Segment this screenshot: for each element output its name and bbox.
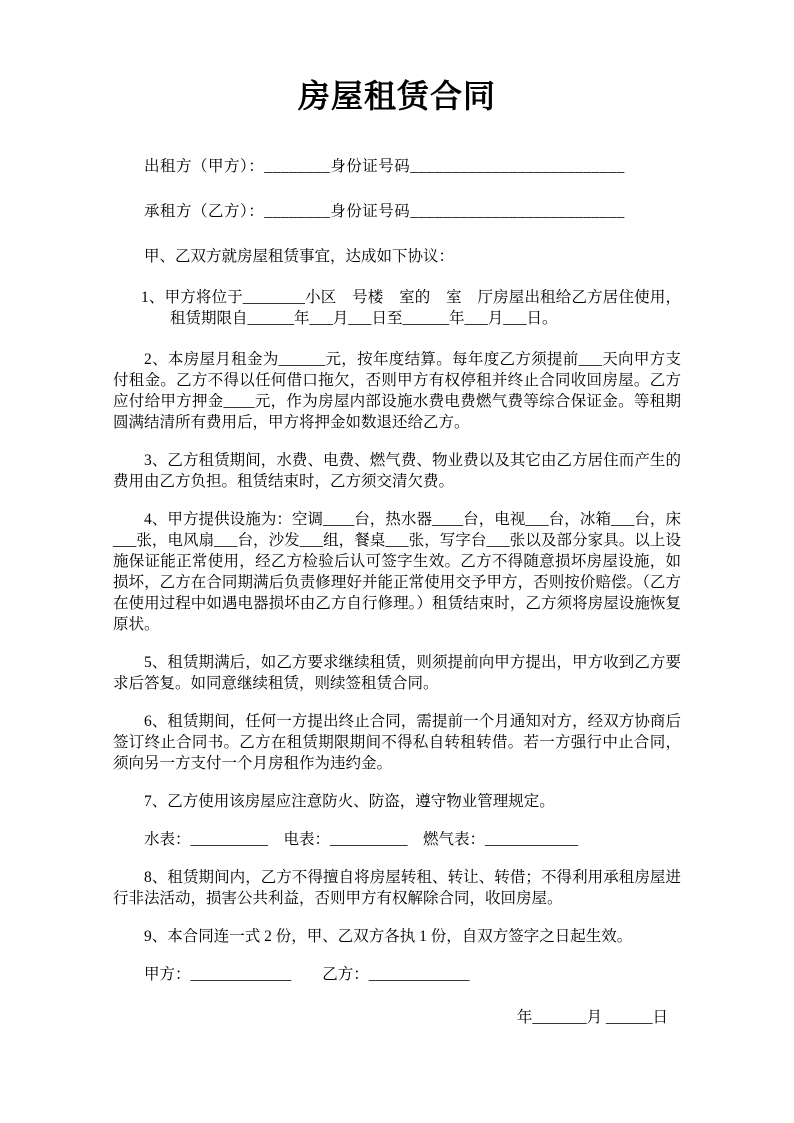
clause-8: 8、租赁期间内，乙方不得擅自将房屋转租、转让、转借；不得利用承租房屋进行非法活动，损害公共利益，否则甲方有权解除合同，收回房屋。 xyxy=(113,869,681,907)
clause-3: 3、乙方租赁期间，水费、电费、燃气费、物业费以及其它由乙方居住而产生的费用由乙方负担。租赁结束时，乙方须交清欠费。 xyxy=(113,452,681,490)
intro-line: 甲、乙双方就房屋租赁事宜，达成如下协议： xyxy=(144,248,455,265)
clause-6: 6、租赁期间，任何一方提出终止合同，需提前一个月通知对方，经双方协商后签订终止合同书。乙方在租赁期限期间不得私自转租转借。若一方强行中止合同，须向另一方支付一个月房租作为违约金。 xyxy=(113,713,681,772)
date-line: 年_______月 ______日 xyxy=(516,1009,668,1026)
clause-4: 4、甲方提供设施为：空调____台，热水器____台，电视___台，冰箱___台，床___张，电风扇___台，沙发___组，餐桌___张，写字台___张以及部分家具。以上设施保证能正常使用，经乙方检验后认可签字生效。乙方不得随意损坏房屋设施，如损坏，乙方在合同期满后负责修理好并能正常使用交予甲方，否则按价赔偿。（乙方在使用过程中如遇电器损坏由乙方自行修理。）租赁结束时，乙方须将房屋设施恢复原状。 xyxy=(113,511,681,633)
clause-5: 5、租赁期满后，如乙方要求继续租赁，则须提前向甲方提出，甲方收到乙方要求后答复。如同意继续租赁，则续签租赁合同。 xyxy=(113,654,681,692)
clause-7: 7、乙方使用该房屋应注意防火、防盗，遵守物业管理规定。 xyxy=(144,793,555,810)
clause-9: 9、本合同连一式 2 份，甲、乙双方各执 1 份，自双方签字之日起生效。 xyxy=(144,928,633,945)
clause-2: 2、本房屋月租金为______元，按年度结算。每年度乙方须提前___天向甲方支付租金。乙方不得以任何借口拖欠，否则甲方有权停租并终止合同收回房屋。乙方应付给甲方押金____元，作为房屋内部设施水费电费燃气费等综合保证金。等租期圆满结清所有费用后，甲方将押金如数退还给乙方。 xyxy=(113,351,681,431)
document-title: 房屋租赁合同 xyxy=(297,78,496,114)
lessee-line: 承租方（乙方）：________身份证号码__________________________ xyxy=(144,203,625,220)
lessor-line: 出租方（甲方）：________身份证号码__________________________ xyxy=(144,158,625,175)
meters-line: 水表：__________ 电表：__________ 燃气表：____________ xyxy=(144,831,579,848)
signature-line: 甲方：_____________ 乙方：_____________ xyxy=(144,966,470,983)
clause-1: 1、甲方将位于________小区 号楼 室的 室 厅房屋出租给乙方居住使用，租赁期限自______年___月___日至______年___月___日。 xyxy=(141,289,681,327)
